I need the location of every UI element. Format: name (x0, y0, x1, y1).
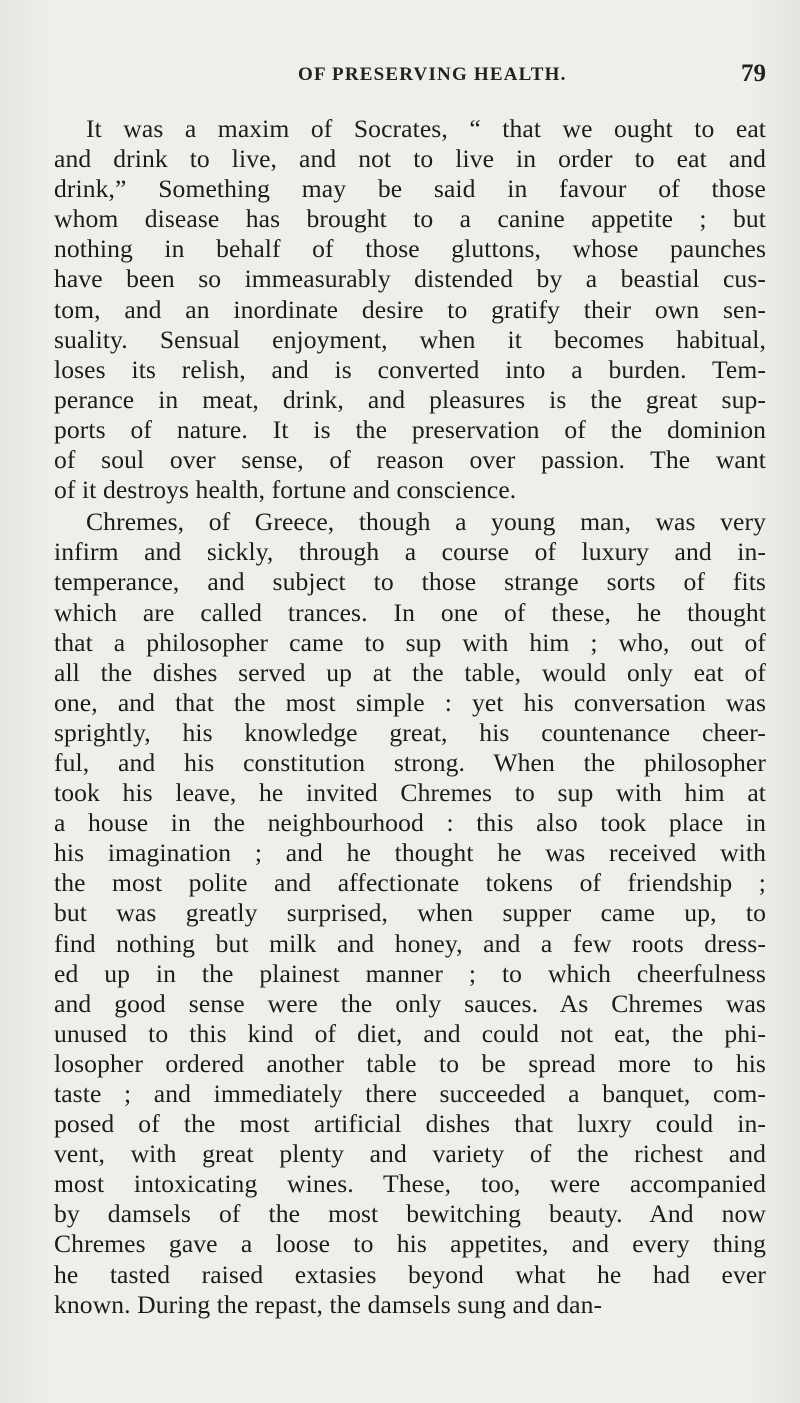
text-line: losopher ordered another table to be spread more to his (54, 1048, 766, 1078)
text-line: find nothing but milk and honey, and a few roots dress- (54, 928, 766, 958)
text-line: taste ; and immediately there succeeded a banquet, com- (54, 1079, 766, 1108)
text-line: one, and that the most simple : yet his conversation was (54, 687, 766, 717)
text-line: It was a maxim of Socrates, “ that we ought to eat (86, 114, 766, 143)
text-line: but was greatly surprised, when supper came up, to (54, 898, 766, 928)
text-line: by damsels of the most bewitching beauty. And now (54, 1199, 766, 1229)
text-line: nothing in behalf of those gluttons, whose paunches (54, 234, 766, 264)
text-line: ports of nature. It is the preservation of the dominion (54, 414, 766, 444)
text-line: most intoxicating wines. These, too, were accompanied (54, 1169, 766, 1199)
text-line: that a philosopher came to sup with him ; who, out of (54, 627, 766, 657)
text-line: Chremes gave a loose to his appetites, and every thing (54, 1229, 766, 1259)
text-line: ful, and his constitution strong. When the philosopher (54, 747, 766, 777)
text-line: of it destroys health, fortune and conscience. (54, 475, 517, 505)
text-line: ed up in the plainest manner ; to which cheerfulness (54, 958, 766, 988)
text-line: sprightly, his knowledge great, his countenance cheer- (54, 717, 766, 747)
text-line: infirm and sickly, through a course of luxury and in- (54, 537, 766, 567)
body-text (54, 114, 766, 1320)
text-line: perance in meat, drink, and pleasures is the great sup- (54, 384, 766, 414)
text-line: known. During the repast, the damsels sung and dan- (54, 1289, 603, 1319)
page-number: 79 (741, 60, 766, 87)
text-line: vent, with great plenty and variety of the richest and (54, 1139, 766, 1169)
text-line: Chremes, of Greece, though a young man, was very (86, 507, 766, 537)
text-line: all the dishes served up at the table, would only eat of (54, 657, 766, 687)
text-line: tom, and an inordinate desire to gratify their own sen- (54, 294, 766, 324)
text-line: took his leave, he invited Chremes to sup with him at (54, 778, 766, 808)
text-line: and good sense were the only sauces. As Chremes was (54, 988, 766, 1018)
text-line: have been so immeasurably distended by a beastial cus- (54, 264, 766, 294)
text-line: posed of the most artificial dishes that luxry could in- (54, 1109, 766, 1139)
text-line: unused to this kind of diet, and could not eat, the phi- (54, 1018, 766, 1048)
text-line: a house in the neighbourhood : this also took place in (54, 808, 766, 838)
text-line: which are called trances. In one of these, he thought (54, 597, 766, 627)
text-line: and drink to live, and not to live in order to eat and (54, 144, 766, 174)
text-line: suality. Sensual enjoyment, when it becomes habitual, (54, 324, 766, 354)
text-line: temperance, and subject to those strange sorts of fits (54, 567, 766, 597)
paragraph-chremes-story (54, 507, 766, 1320)
text-line: loses its relish, and is converted into a burden. Tem- (54, 354, 766, 384)
text-line: of soul over sense, of reason over passion. The want (54, 445, 766, 475)
text-line: drink,” Something may be said in favour of those (54, 174, 766, 204)
text-line: he tasted raised extasies beyond what he had ever (54, 1259, 766, 1289)
running-title: OF PRESERVING HEALTH. (298, 64, 567, 85)
text-line: the most polite and affectionate tokens of friendship ; (54, 868, 766, 898)
paragraph-socrates-maxim (54, 114, 766, 505)
text-line: his imagination ; and he thought he was received with (54, 838, 766, 868)
text-line: whom disease has brought to a canine appetite ; but (54, 204, 766, 234)
